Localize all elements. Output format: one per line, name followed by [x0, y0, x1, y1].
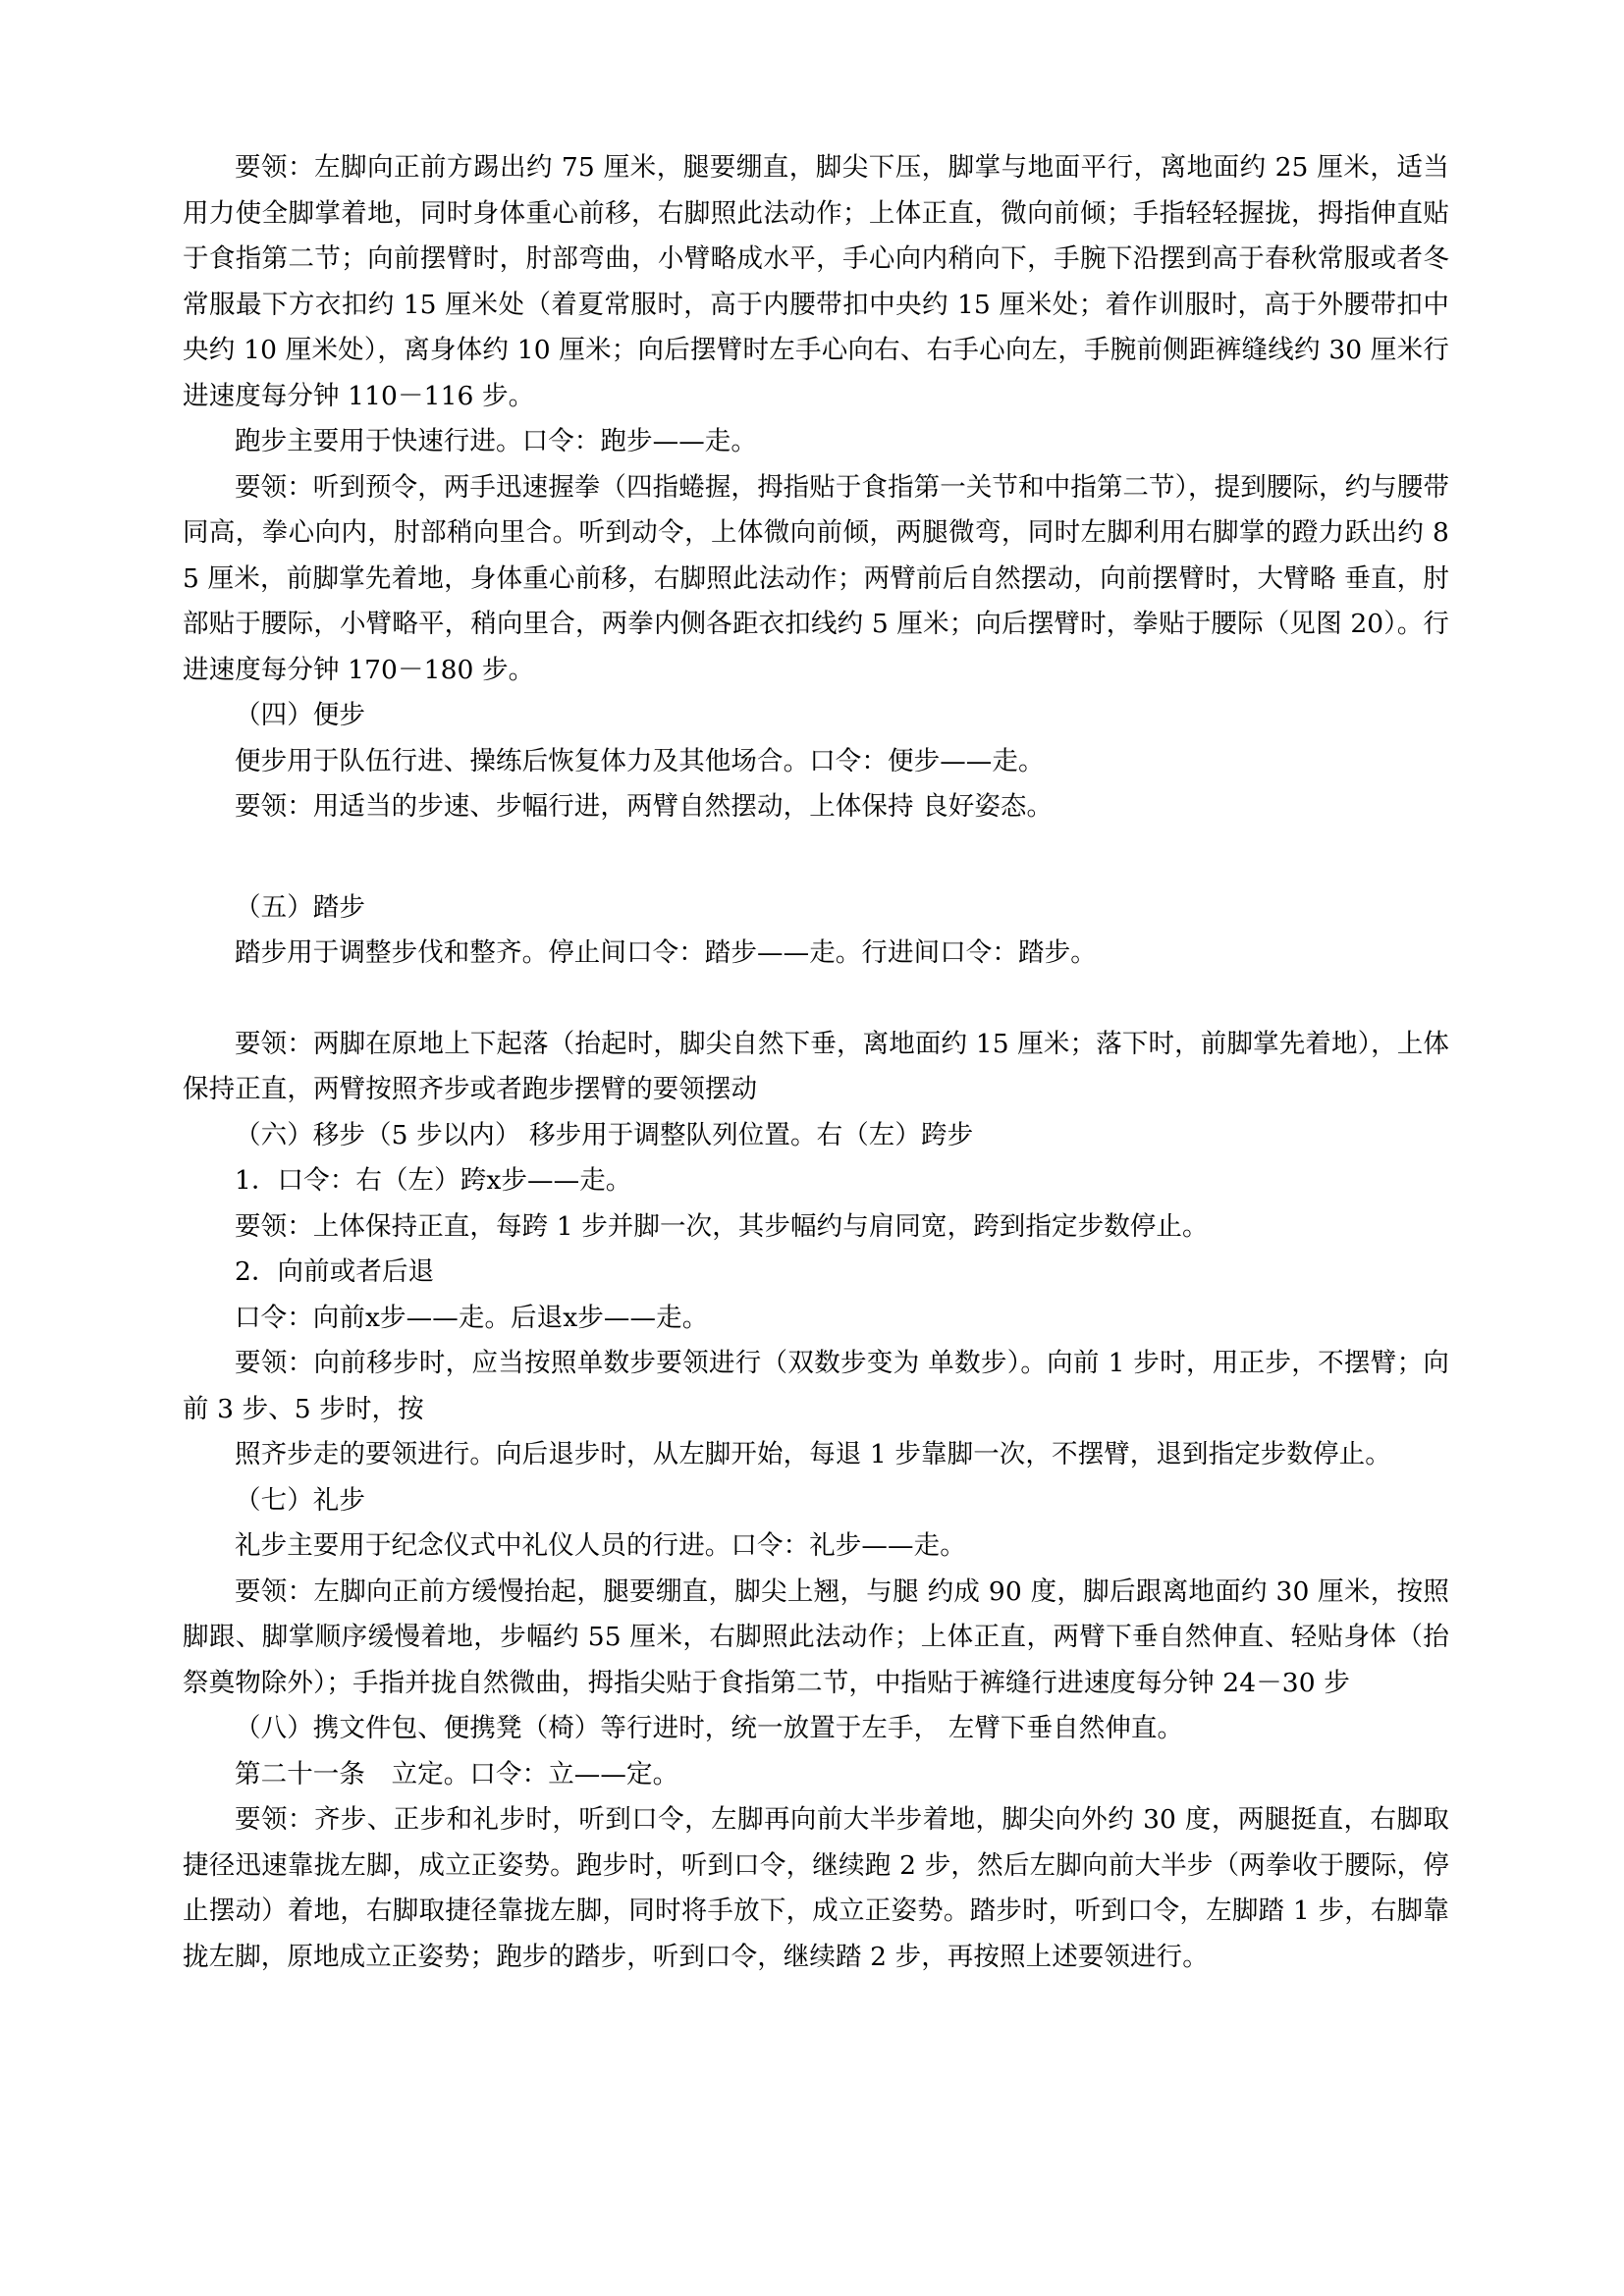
heading-section-seven-libu: （七）礼步	[235, 1484, 365, 1516]
paragraph-item-2-yaoling-part2: 照齐步走的要领进行。向后退步时，从左脚开始，每退 1 步靠脚一次，不摆臂，退到指定步数停止。	[235, 1439, 1391, 1469]
paragraph-paobu-usage: 跑步主要用于快速行进。口令：跑步——走。	[235, 426, 757, 456]
paragraph-libu-usage: 礼步主要用于纪念仪式中礼仪人员的行进。口令：礼步——走。	[235, 1530, 966, 1561]
paragraph-item-2-yaoling-part1: 要领：向前移步时，应当按照单数步要领进行（双数步变为 单数步）。向前 1 步时，用正步，不摆臂；向前 3 步、5 步时，按	[183, 1348, 1449, 1424]
spacer-before-tabu-yaoling	[183, 977, 1449, 1022]
paragraph-liding-yaoling: 要领：齐步、正步和礼步时，听到口令，左脚再向前大半步着地，脚尖向外约 30 度，两腿挺直，右脚取捷径迅速靠拢左脚，成立正姿势。跑步时，听到口令，继续跑 2 步，然后左脚向前大半步（两拳收于腰际，停止摆动）着地，右脚取捷径靠拢左脚，同时将手放下，成立正姿势。踏步时，听到口令，左脚踏 1 步，右脚靠拢左脚，原地成立正姿势；跑步的踏步，听到口令，继续踏 2 步，再按照上述要领进行。	[183, 1804, 1449, 1972]
page-content	[183, 145, 1449, 1980]
heading-section-six-yibu: （六）移步（5 步以内） 移步用于调整队列位置。右（左）跨步	[235, 1119, 974, 1150]
heading-section-eight-xiewenjianbao: （八）携文件包、便携凳（椅）等行进时，统一放置于左手， 左臂下垂自然伸直。	[235, 1713, 1184, 1743]
paragraph-tabu-usage: 踏步用于调整步伐和整齐。停止间口令：踏步——走。行进间口令：踏步。	[235, 937, 1097, 968]
paragraph-article-21-liding: 第二十一条 立定。口令：立——定。	[235, 1758, 679, 1789]
paragraph-item-2-heading: 2．向前或者后退	[235, 1256, 435, 1287]
paragraph-bianbu-usage: 便步用于队伍行进、操练后恢复体力及其他场合。口令：便步——走。	[235, 745, 1045, 776]
heading-section-four-bianbu: （四）便步	[235, 700, 365, 730]
paragraph-item-2-kouling: 口令：向前x步——走。后退x步——走。	[235, 1302, 709, 1333]
paragraph-item-1-kouling: 1．口令：右（左）跨x步——走。	[235, 1165, 632, 1196]
paragraph-qibu-yaoling: 要领：左脚向正前方踢出约 75 厘米，腿要绷直，脚尖下压，脚掌与地面平行，离地面约 25 厘米，适当用力使全脚掌着地，同时身体重心前移，右脚照此法动作；上体正直，微向前倾；手指轻轻握拢，拇指伸直贴于食指第二节；向前摆臂时，肘部弯曲，小臂略成水平，手心向内稍向下，手腕下沿摆到高于春秋常服或者冬常服最下方衣扣约 15 厘米处（着夏常服时，高于内腰带扣中央约 15 厘米处；着作训服时，高于外腰带扣中央约 10 厘米处），离身体约 10 厘米；向后摆臂时左手心向右、右手心向左，手腕前侧距裤缝线约 30 厘米行进速度每分钟 110－116 步。	[183, 152, 1449, 411]
spacer-before-section-five	[183, 830, 1449, 885]
paragraph-paobu-yaoling: 要领：听到预令，两手迅速握拳（四指蜷握，拇指贴于食指第一关节和中指第二节），提到腰际，约与腰带同高，拳心向内，肘部稍向里合。听到动令，上体微向前倾，两腿微弯，同时左脚利用右脚掌的蹬力跃出约 85 厘米，前脚掌先着地，身体重心前移，右脚照此法动作；两臂前后自然摆动，向前摆臂时，大臂略 垂直，肘部贴于腰际，小臂略平，稍向里合，两拳内侧各距衣扣线约 5 厘米；向后摆臂时，拳贴于腰际（见图 20）。行进速度每分钟 170－180 步。	[183, 471, 1449, 685]
heading-section-five-tabu: （五）踏步	[235, 891, 365, 923]
paragraph-libu-yaoling: 要领：左脚向正前方缓慢抬起，腿要绷直，脚尖上翘，与腿 约成 90 度，脚后跟离地面约 30 厘米，按照脚跟、脚掌顺序缓慢着地，步幅约 55 厘米，右脚照此法动作；上体正直，两臂下垂自然伸直、轻贴身体（抬祭奠物除外）；手指并拢自然微曲，拇指尖贴于食指第二节，中指贴于裤缝行进速度每分钟 24－30 步	[183, 1575, 1449, 1698]
paragraph-item-1-yaoling: 要领：上体保持正直，每跨 1 步并脚一次，其步幅约与肩同宽，跨到指定步数停止。	[235, 1210, 1209, 1242]
paragraph-tabu-yaoling: 要领：两脚在原地上下起落（抬起时，脚尖自然下垂，离地面约 15 厘米；落下时，前脚掌先着地），上体保持正直，两臂按照齐步或者跑步摆臂的要领摆动	[183, 1028, 1449, 1104]
paragraph-bianbu-yaoling: 要领：用适当的步速、步幅行进，两臂自然摆动，上体保持 良好姿态。	[235, 791, 1054, 822]
